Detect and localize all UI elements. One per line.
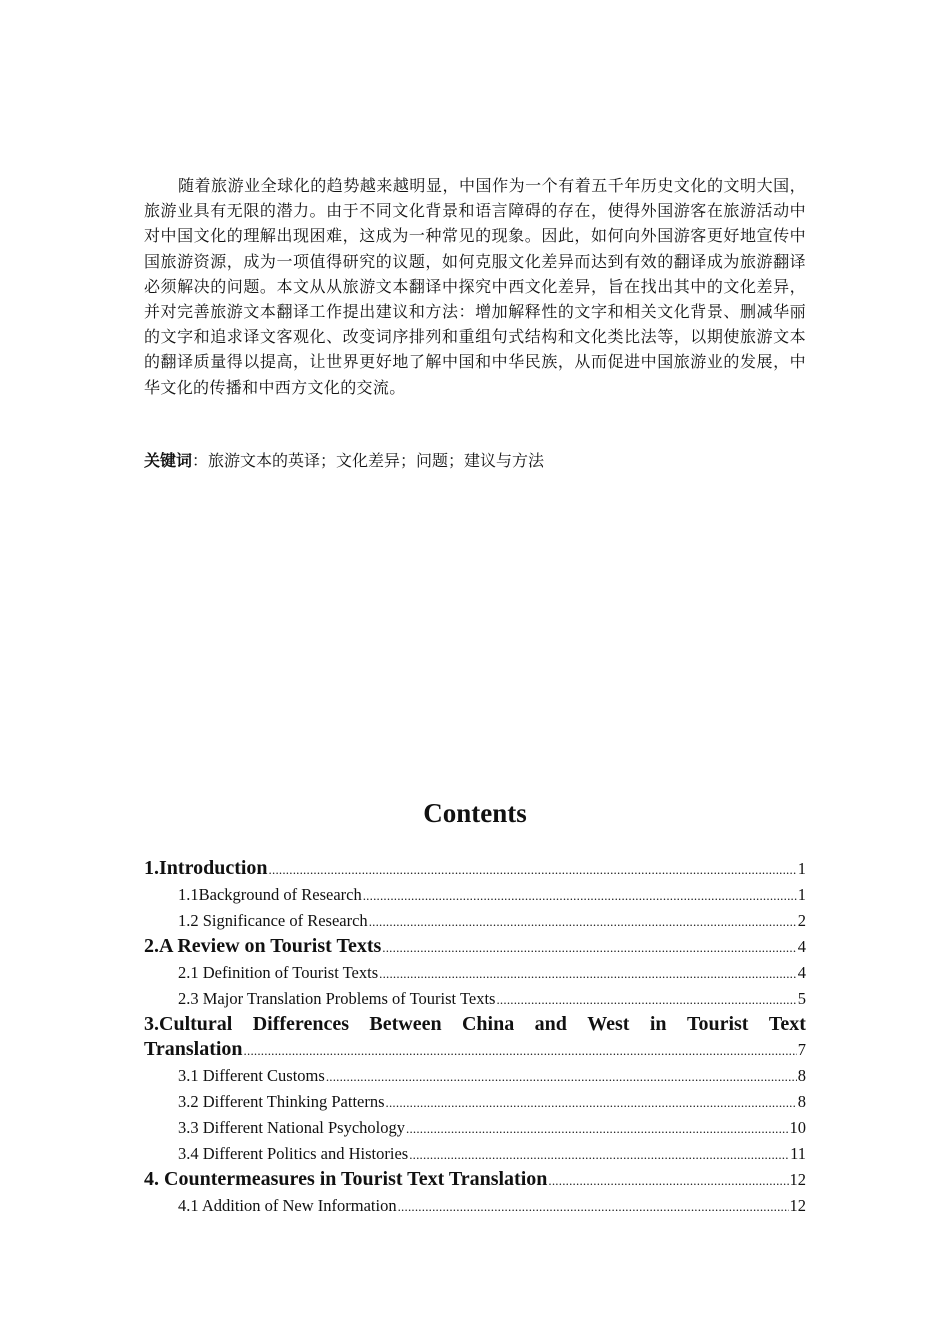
keywords-line (144, 448, 806, 473)
toc-entry-1[interactable] (144, 856, 806, 882)
toc-entry-page: 2 (797, 911, 806, 930)
toc-entry-title: 3.2 Different Thinking Patterns (178, 1092, 385, 1111)
toc-entry-2[interactable] (144, 934, 806, 960)
toc-entry-3-1[interactable] (144, 1063, 806, 1089)
toc-entry-title: 1.1Background of Research (178, 885, 362, 904)
table-of-contents (144, 856, 806, 1219)
toc-leader (406, 1116, 789, 1141)
toc-leader (326, 1064, 797, 1089)
toc-entry-2-3[interactable] (144, 986, 806, 1012)
toc-leader (244, 1038, 797, 1063)
toc-title: Contents (423, 798, 527, 828)
toc-entry-3[interactable] (144, 1012, 806, 1063)
toc-entry-3-2[interactable] (144, 1089, 806, 1115)
toc-leader (386, 1090, 797, 1115)
toc-entry-title: 4. Countermeasures in Tourist Text Translation (144, 1168, 548, 1190)
toc-entry-page: 8 (797, 1066, 806, 1085)
toc-leader (363, 883, 797, 908)
toc-entry-title: 4.1 Addition of New Information (178, 1196, 397, 1215)
toc-entry-title: 1.2 Significance of Research (178, 911, 368, 930)
toc-leader (379, 961, 797, 986)
toc-entry-4[interactable] (144, 1167, 806, 1193)
toc-entry-title: 2.A Review on Tourist Texts (144, 935, 382, 957)
toc-entry-page: 12 (789, 1196, 806, 1215)
toc-leader (369, 909, 797, 934)
toc-entry-title: Translation (144, 1038, 243, 1060)
toc-title-word: in (649, 1013, 667, 1035)
toc-title-word: Differences (252, 1013, 349, 1035)
toc-entry-page: 10 (789, 1118, 806, 1137)
toc-entry-title: 3.3 Different National Psychology (178, 1118, 405, 1137)
toc-leader (409, 1142, 789, 1167)
toc-leader (548, 1168, 788, 1193)
toc-title-word: Text (768, 1013, 806, 1035)
toc-entry-page: 5 (797, 989, 806, 1008)
toc-entry-title: 1.Introduction (144, 857, 268, 879)
toc-entry-page: 1 (797, 859, 806, 878)
toc-entry-2-1[interactable] (144, 960, 806, 986)
keywords-text: ：旅游文本的英译；文化差异；问题；建议与方法 (192, 451, 545, 470)
toc-entry-page: 8 (797, 1092, 806, 1111)
toc-entry-1-2[interactable] (144, 908, 806, 934)
toc-entry-title-continuation (144, 1037, 806, 1063)
toc-entry-4-1[interactable] (144, 1193, 806, 1219)
toc-entry-page: 4 (797, 937, 806, 956)
toc-title-word: and (534, 1013, 567, 1035)
toc-title-word: Tourist (686, 1013, 749, 1035)
toc-leader (496, 987, 796, 1012)
abstract-paragraph: 随着旅游业全球化的趋势越来越明显，中国作为一个有着五千年历史文化的文明大国，旅游业具有无限的潜力。由于不同文化背景和语言障碍的存在，使得外国游客在旅游活动中对中国文化的理解出现困难，这成为一种常见的现象。因此，如何向外国游客更好地宣传中国旅游资源，成为一项值得研究的议题，如何克服文化差异而达到有效的翻译成为旅游翻译必须解决的问题。本文从从旅游文本翻译中探究中西文化差异，旨在找出其中的文化差异，并对完善旅游文本翻译工作提出建议和方法：增加解释性的文字和相关文化背景、删减华丽的文字和追求译文客观化、改变词序排列和重组句式结构和文化类比法等，以期使旅游文本的翻译质量得以提高，让世界更好地了解中国和中华民族，从而促进中国旅游业的发展，中华文化的传播和中西方文化的交流。 (144, 176, 806, 397)
toc-entry-title-line (144, 1012, 806, 1037)
toc-entry-page: 1 (797, 885, 806, 904)
toc-leader (382, 935, 796, 960)
toc-entry-page: 7 (797, 1040, 806, 1059)
toc-entry-page: 11 (790, 1144, 806, 1163)
toc-entry-title: 2.1 Definition of Tourist Texts (178, 963, 379, 982)
keywords-label: 关键词 (144, 451, 193, 470)
toc-entry-title: 3.4 Different Politics and Histories (178, 1144, 409, 1163)
toc-entry-title: 3.1 Different Customs (178, 1066, 325, 1085)
toc-leader (398, 1194, 789, 1219)
toc-entry-title: 2.3 Major Translation Problems of Tourist Texts (178, 989, 496, 1008)
toc-entry-3-3[interactable] (144, 1115, 806, 1141)
toc-entry-3-4[interactable] (144, 1141, 806, 1167)
toc-entry-page: 12 (789, 1170, 806, 1189)
toc-title-word: China (461, 1013, 515, 1035)
toc-title-word: 3.Cultural (144, 1013, 233, 1035)
toc-title-word: Between (369, 1013, 442, 1035)
toc-entry-page: 4 (797, 963, 806, 982)
toc-title-word: West (587, 1013, 630, 1035)
toc-leader (269, 857, 797, 882)
toc-entry-1-1[interactable] (144, 882, 806, 908)
